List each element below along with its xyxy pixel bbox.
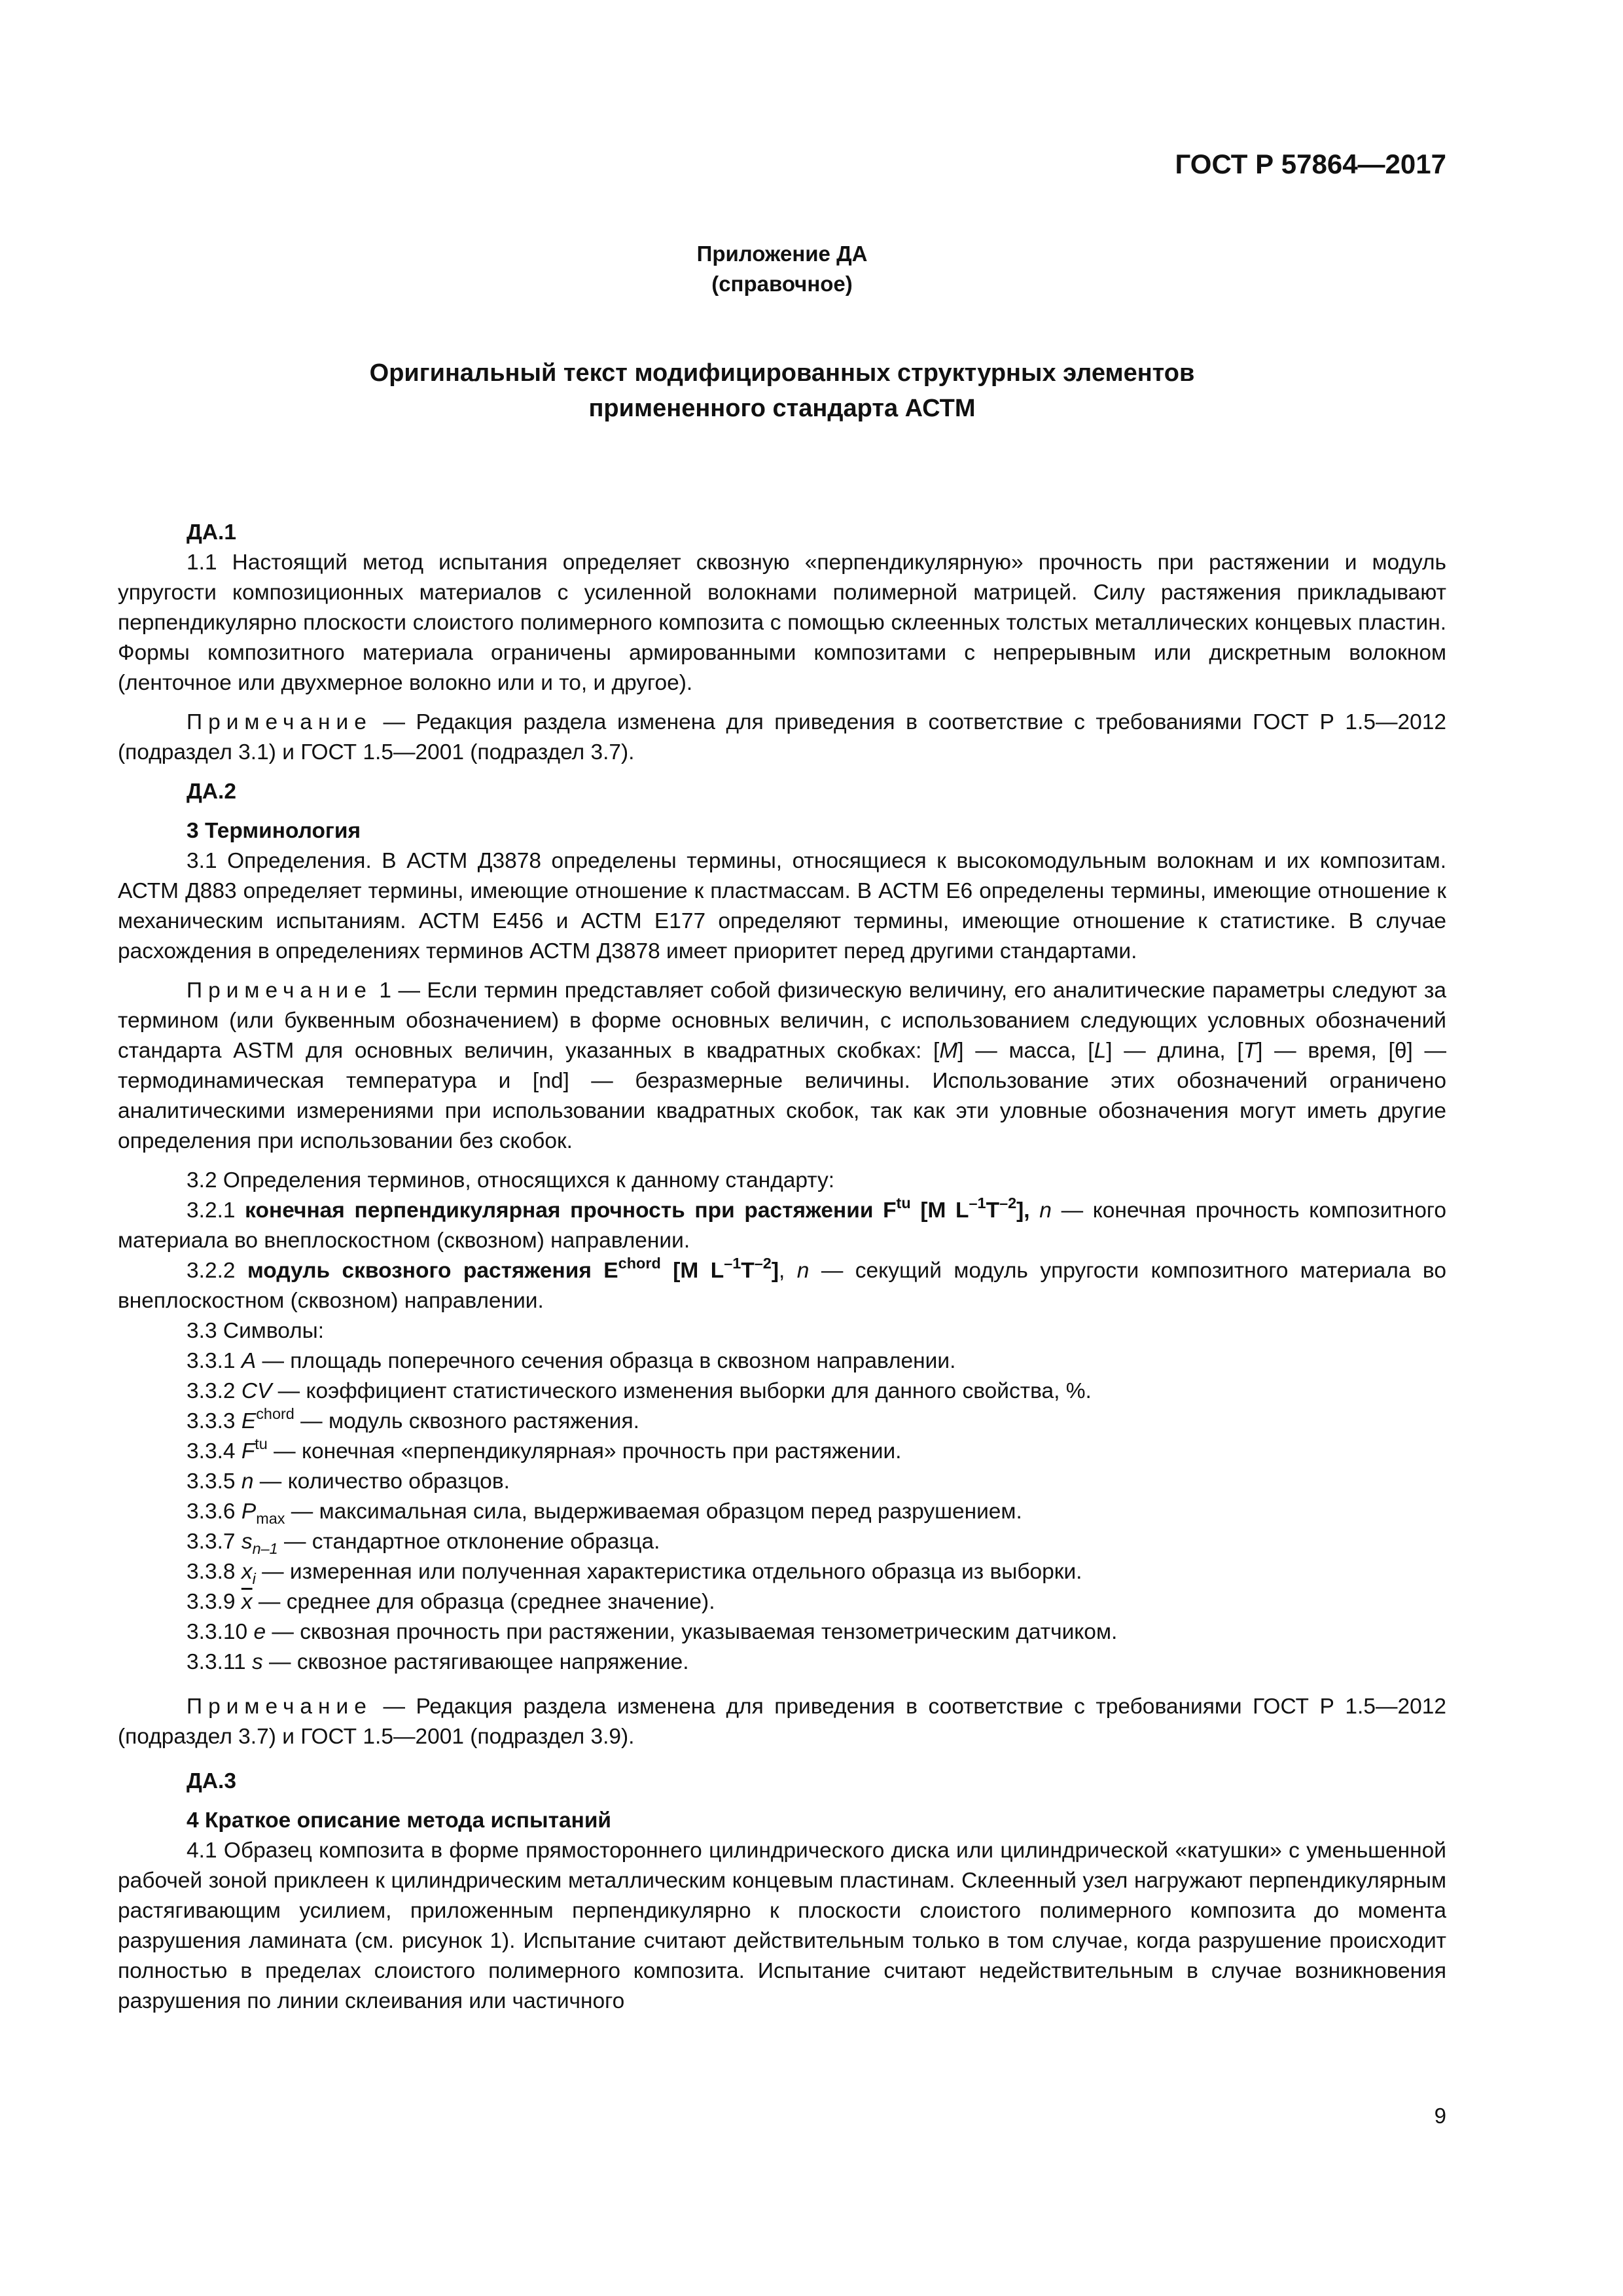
symbol-item: 3.3.9 $\overline{x}$ — среднее для образца (среднее значение). (187, 1590, 715, 1614)
annex-title-line-1: Оригинальный текст модифицированных структурных элементов (369, 359, 1195, 387)
annex-name: Приложение ДА (696, 242, 868, 266)
symbol-item: 3.3.10 e — сквозная прочность при растяжении, указываемая тензометрическим датчиком. (187, 1620, 1118, 1644)
paragraph-3-3: 3.3 Символы: (187, 1319, 325, 1343)
symbol-item: 3.3.8 $x_i$ — измеренная или полученная характеристика отдельного образца из выборки. (187, 1560, 1082, 1588)
symbol-item: 3.3.11 s — сквозное растягивающее напряжение. (187, 1650, 689, 1674)
paragraph-3-2: 3.2 Определения терминов, относящихся к данному стандарту: (187, 1168, 835, 1193)
symbol-item: 3.3.4 $F^{tu}$ — конечная «перпендикулярная» прочность при растяжении. (187, 1435, 902, 1463)
note-text: — Редакция раздела изменена для приведения в соответствие с требованиями ГОСТ Р 1.5—2012 (подраздел 3.7) и ГОСТ 1.5—2001 (подраздел 3.9). (118, 1695, 1446, 1749)
note-label: Примечание (187, 978, 372, 1003)
paragraph-3-2-2: 3.2.2 модуль сквозного растяжения $E^{chord}$ [M $L^{-1}T^{-2}$], n — секущий модуль упругости композитного материала во внеплоскостном (сквозном) направлении. (118, 1254, 1446, 1313)
note-da1 (118, 708, 1446, 768)
section-da3-label: ДА.3 (187, 1769, 236, 1793)
section-da2-label: ДА.2 (187, 780, 236, 804)
paragraph-3-2-1: 3.2.1 конечная перпендикулярная прочность при растяжении $F^{tu}$ [M $L^{-1}T^{-2}$], n — конечная прочность композитного материала во внеплоскостном (сквозном) направлении. (118, 1194, 1446, 1253)
symbol-item: 3.3.2 CV — коэффициент статистического изменения выборки для данного свойства, %. (187, 1379, 1092, 1403)
document-body (118, 518, 1446, 2017)
paragraph-3-1: 3.1 Определения. В АСТМ Д3878 определены термины, относящиеся к высокомодульным волокнам и их композитам. АСТМ Д883 определяет термины, имеющие отношение к пластмассам. В АСТМ Е6 определены термины, имеющие отношение к механическим испытаниям. АСТМ Е456 и АСТМ Е177 определяют термины, имеющие отношение к статистике. В случае расхождения в определениях терминов АСТМ Д3878 имеет приоритет перед другими стандартами. (118, 849, 1446, 963)
symbol-item: 3.3.3 $E^{chord}$ — модуль сквозного растяжения. (187, 1405, 639, 1433)
note-text: — Редакция раздела изменена для приведения в соответствие с требованиями ГОСТ Р 1.5—2012 (подраздел 3.1) и ГОСТ 1.5—2001 (подраздел 3.7). (118, 710, 1446, 764)
symbol-item: 3.3.6 $P_{max}$ — максимальная сила, выдерживаемая образцом перед разрушением. (187, 1499, 1022, 1528)
section-da1-label: ДА.1 (187, 520, 236, 545)
section-4-heading: 4 Краткое описание метода испытаний (187, 1808, 612, 1833)
paragraph-4-1: 4.1 Образец композита в форме прямостороннего цилиндрического диска или цилиндрической «катушки» с уменьшенной рабочей зоной приклеен к цилиндрическим металлическим концевым пластинам. Склеенный узел нагружают перпендикулярным растягивающим усилием, приложенным перпендикулярно к плоскости слоистого полимерного композита до момента разрушения ламината (см. рисунок 1). Испытание считают действительным только в том случае, когда разрушение происходит полностью в пределах слоистого полимерного композита. Испытание считают недействительным в случае возникновения разрушения по линии склеивания или частичного (118, 1839, 1446, 2013)
page-number: 9 (1434, 2104, 1446, 2128)
note-label: Примечание (187, 710, 372, 734)
section-3-heading: 3 Терминология (187, 819, 361, 843)
note-2-da2 (118, 1692, 1446, 1752)
symbol-item: 3.3.7 $s_{n-1}$ — стандартное отклонение образца. (187, 1530, 660, 1558)
symbol-item: 3.3.1 A — площадь поперечного сечения образца в сквозном направлении. (187, 1349, 956, 1373)
annex-title-line-2: примененного стандарта АСТМ (588, 395, 976, 422)
symbol-item: 3.3.5 n — количество образцов. (187, 1469, 510, 1494)
note-label: Примечание (187, 1695, 372, 1719)
annex-type: (справочное) (711, 272, 853, 296)
note-1-da2: Примечание 1 — Если термин представляет собой физическую величину, его аналитические параметры следуют за термином (или буквенным обозначением) в форме основных величин, с использованием следующих условных обозначений стандарта ASTM для основных величин, указанных в квадратных скобках: [M] — масса, [L] — длина, [T] — время, [θ] — термодинамическая температура и [nd] — безразмерные величины. Использование этих обозначений ограничено аналитическими измерениями при использовании квадратных скобок, так как эти уловные обозначения могут иметь другие определения при использовании без скобок. (118, 978, 1446, 1153)
document-id: ГОСТ Р 57864—2017 (1175, 149, 1446, 179)
paragraph-1-1: 1.1 Настоящий метод испытания определяет сквозную «перпендикулярную» прочность при растяжении и модуль упругости композиционных материалов с усиленной волокнами полимерной матрицей. Силу растяжения прикладывают перпендикулярно плоскости слоистого полимерного композита с помощью склеенных толстых металлических концевых пластин. Формы композитного материала ограничены армированными композитами с непрерывным или дискретным волокном (ленточное или двухмерное волокно или и то, и другое). (118, 550, 1446, 695)
annex-heading (118, 239, 1446, 299)
annex-title (118, 355, 1446, 426)
